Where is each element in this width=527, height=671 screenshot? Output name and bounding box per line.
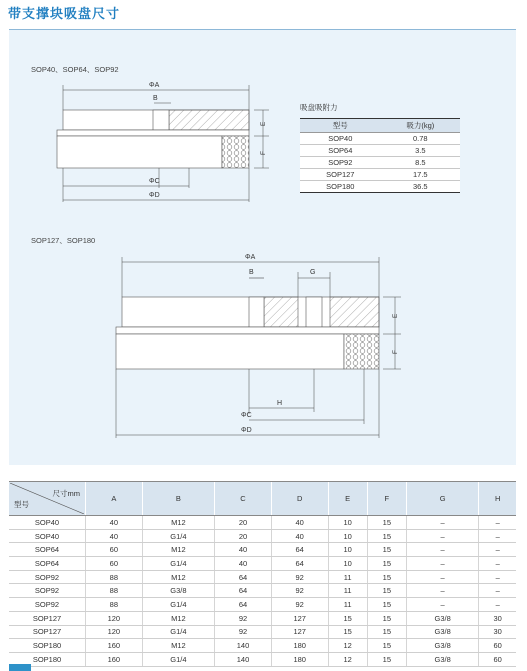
suction-row bbox=[300, 133, 460, 145]
dimension-cell: 120 bbox=[86, 625, 143, 639]
model-cell: SOP92 bbox=[9, 584, 86, 598]
dimension-cell: – bbox=[479, 584, 516, 598]
model-cell: SOP180 bbox=[9, 652, 86, 666]
dimension-cell: 127 bbox=[271, 611, 328, 625]
dimension-cell: 30 bbox=[479, 611, 516, 625]
model-cell: SOP40 bbox=[9, 529, 86, 543]
col-header-d: D bbox=[271, 482, 328, 516]
dimension-cell: – bbox=[406, 598, 478, 612]
col-header-f: F bbox=[367, 482, 406, 516]
suction-model-cell: SOP92 bbox=[300, 157, 381, 169]
dim-f2-label: F bbox=[392, 350, 399, 354]
dimension-cell: G3/8 bbox=[406, 611, 478, 625]
dimension-cell: 11 bbox=[328, 598, 367, 612]
dimension-cell: 64 bbox=[215, 570, 272, 584]
dimension-cell: 40 bbox=[215, 543, 272, 557]
model-cell: SOP64 bbox=[9, 543, 86, 557]
dim-c-label: ΦC bbox=[149, 178, 160, 185]
suction-row bbox=[300, 181, 460, 193]
dimension-cell: – bbox=[406, 557, 478, 571]
model-cell: SOP127 bbox=[9, 611, 86, 625]
top-diagram-caption: SOP40、SOP64、SOP92 bbox=[31, 65, 119, 74]
model-cell: SOP92 bbox=[9, 570, 86, 584]
dimension-cell: – bbox=[406, 516, 478, 530]
dimension-cell: 15 bbox=[328, 611, 367, 625]
dim-d2-label: ΦD bbox=[241, 427, 252, 434]
dimension-cell: G3/8 bbox=[406, 639, 478, 653]
dimension-cell: 15 bbox=[367, 639, 406, 653]
suction-model-cell: SOP127 bbox=[300, 169, 381, 181]
dimension-cell: 12 bbox=[328, 639, 367, 653]
corner-bottom-label: 型号 bbox=[14, 500, 29, 509]
dim-g-label: G bbox=[310, 269, 316, 276]
dimension-cell: 64 bbox=[271, 543, 328, 557]
dimension-cell: – bbox=[479, 529, 516, 543]
dimension-cell: 140 bbox=[215, 652, 272, 666]
dimension-cell: 120 bbox=[86, 611, 143, 625]
dimension-cell: – bbox=[479, 516, 516, 530]
dimension-cell: M12 bbox=[142, 611, 214, 625]
suction-row bbox=[300, 145, 460, 157]
dimension-cell: – bbox=[406, 570, 478, 584]
dimension-cell: 15 bbox=[367, 557, 406, 571]
dimension-cell: 180 bbox=[271, 639, 328, 653]
dimension-cell: – bbox=[479, 598, 516, 612]
dimension-cell: 64 bbox=[271, 557, 328, 571]
dimension-cell: 127 bbox=[271, 625, 328, 639]
dimension-cell: G3/8 bbox=[406, 652, 478, 666]
dimension-cell: 15 bbox=[328, 625, 367, 639]
dimension-cell: M12 bbox=[142, 543, 214, 557]
suction-force-cell: 0.78 bbox=[381, 133, 460, 145]
dimension-cell: G1/4 bbox=[142, 557, 214, 571]
dimension-cell: 10 bbox=[328, 557, 367, 571]
col-header-g: G bbox=[406, 482, 478, 516]
dimension-cell: – bbox=[406, 543, 478, 557]
dimension-cell: 40 bbox=[86, 516, 143, 530]
bottom-drawing bbox=[9, 240, 516, 440]
dimension-cell: 11 bbox=[328, 570, 367, 584]
corner-top-label: 尺寸mm bbox=[52, 489, 80, 498]
dimension-cell: 88 bbox=[86, 598, 143, 612]
dimension-cell: 30 bbox=[479, 625, 516, 639]
table-row bbox=[9, 570, 516, 584]
dim-f-label: F bbox=[260, 151, 267, 155]
suction-force-table bbox=[300, 118, 460, 193]
dimension-cell: 10 bbox=[328, 543, 367, 557]
dimension-cell: 180 bbox=[271, 652, 328, 666]
dimension-cell: 15 bbox=[367, 516, 406, 530]
dimension-cell: 40 bbox=[215, 557, 272, 571]
table-row bbox=[9, 516, 516, 530]
suction-table-title: 吸盘吸附力 bbox=[300, 103, 338, 112]
dim-a2-label: ΦA bbox=[245, 254, 256, 261]
dimension-cell: 15 bbox=[367, 543, 406, 557]
suction-force-cell: 3.5 bbox=[381, 145, 460, 157]
table-row bbox=[9, 584, 516, 598]
table-row bbox=[9, 625, 516, 639]
dimension-cell: 60 bbox=[86, 543, 143, 557]
suction-force-cell: 36.5 bbox=[381, 181, 460, 193]
dimension-cell: 88 bbox=[86, 584, 143, 598]
dimension-cell: M12 bbox=[142, 570, 214, 584]
dimension-cell: 20 bbox=[215, 516, 272, 530]
dimension-cell: 11 bbox=[328, 584, 367, 598]
dimension-cell: – bbox=[406, 584, 478, 598]
dimension-cell: – bbox=[479, 557, 516, 571]
dimension-cell: 15 bbox=[367, 598, 406, 612]
table-row bbox=[9, 557, 516, 571]
model-cell: SOP180 bbox=[9, 639, 86, 653]
dimension-cell: 15 bbox=[367, 570, 406, 584]
model-cell: SOP92 bbox=[9, 598, 86, 612]
dimension-cell: 92 bbox=[215, 611, 272, 625]
dimension-cell: G1/4 bbox=[142, 652, 214, 666]
suction-header-model: 型号 bbox=[300, 119, 381, 133]
dimension-cell: 60 bbox=[479, 652, 516, 666]
dimension-cell: 15 bbox=[367, 652, 406, 666]
dimension-cell: 92 bbox=[271, 570, 328, 584]
suction-model-cell: SOP40 bbox=[300, 133, 381, 145]
dim-a-label: ΦA bbox=[149, 82, 160, 89]
footer-accent-bar bbox=[9, 664, 31, 671]
dimension-cell: 12 bbox=[328, 652, 367, 666]
dim-c2-label: ΦC bbox=[241, 412, 252, 419]
dimension-cell: 40 bbox=[86, 529, 143, 543]
col-header-a: A bbox=[86, 482, 143, 516]
dimension-cell: 92 bbox=[215, 625, 272, 639]
dimension-cell: – bbox=[479, 543, 516, 557]
table-row bbox=[9, 529, 516, 543]
dimension-cell: 40 bbox=[271, 516, 328, 530]
table-row bbox=[9, 543, 516, 557]
dimension-cell: 88 bbox=[86, 570, 143, 584]
dim-e-label: E bbox=[260, 121, 267, 126]
col-header-b: B bbox=[142, 482, 214, 516]
table-row bbox=[9, 611, 516, 625]
model-cell: SOP64 bbox=[9, 557, 86, 571]
dimension-cell: G1/4 bbox=[142, 529, 214, 543]
dimension-cell: 160 bbox=[86, 652, 143, 666]
dimension-cell: 15 bbox=[367, 611, 406, 625]
suction-row bbox=[300, 169, 460, 181]
suction-force-cell: 8.5 bbox=[381, 157, 460, 169]
suction-model-cell: SOP64 bbox=[300, 145, 381, 157]
dimension-cell: 15 bbox=[367, 584, 406, 598]
dimension-cell: G1/4 bbox=[142, 625, 214, 639]
suction-header-force: 吸力(kg) bbox=[381, 119, 460, 133]
col-header-h: H bbox=[479, 482, 516, 516]
corner-header bbox=[9, 482, 86, 516]
dimension-cell: 92 bbox=[271, 584, 328, 598]
dimension-cell: M12 bbox=[142, 639, 214, 653]
suction-force-cell: 17.5 bbox=[381, 169, 460, 181]
dimension-cell: 92 bbox=[271, 598, 328, 612]
bottom-diagram-caption: SOP127、SOP180 bbox=[31, 236, 96, 245]
dimension-cell: G1/4 bbox=[142, 598, 214, 612]
dimension-cell: 15 bbox=[367, 625, 406, 639]
dimension-cell: 64 bbox=[215, 598, 272, 612]
dimension-cell: M12 bbox=[142, 516, 214, 530]
dimension-cell: – bbox=[406, 529, 478, 543]
suction-model-cell: SOP180 bbox=[300, 181, 381, 193]
dimension-cell: 20 bbox=[215, 529, 272, 543]
suction-force-panel bbox=[300, 102, 460, 193]
dim-b2-label: B bbox=[249, 269, 254, 276]
dimension-cell: 60 bbox=[86, 557, 143, 571]
diagram-panel bbox=[9, 29, 516, 465]
col-header-c: C bbox=[215, 482, 272, 516]
dim-h-label: H bbox=[277, 400, 283, 407]
suction-row bbox=[300, 157, 460, 169]
dimension-cell: G3/8 bbox=[406, 625, 478, 639]
dimension-table bbox=[9, 481, 516, 667]
table-row bbox=[9, 639, 516, 653]
dimension-cell: 60 bbox=[479, 639, 516, 653]
dim-d-label: ΦD bbox=[149, 192, 160, 199]
table-row bbox=[9, 598, 516, 612]
dimension-cell: 160 bbox=[86, 639, 143, 653]
table-row bbox=[9, 652, 516, 666]
model-cell: SOP40 bbox=[9, 516, 86, 530]
dimension-cell: 40 bbox=[271, 529, 328, 543]
dimension-cell: 140 bbox=[215, 639, 272, 653]
dimension-cell: 15 bbox=[367, 529, 406, 543]
dimension-cell: 10 bbox=[328, 529, 367, 543]
page-title: 带支撑块吸盘尺寸 bbox=[8, 7, 121, 22]
dimension-cell: G3/8 bbox=[142, 584, 214, 598]
dimension-cell: 10 bbox=[328, 516, 367, 530]
dim-b-label: B bbox=[153, 95, 158, 102]
dim-e2-label: E bbox=[392, 313, 399, 318]
col-header-e: E bbox=[328, 482, 367, 516]
dimension-cell: – bbox=[479, 570, 516, 584]
dimension-cell: 64 bbox=[215, 584, 272, 598]
model-cell: SOP127 bbox=[9, 625, 86, 639]
